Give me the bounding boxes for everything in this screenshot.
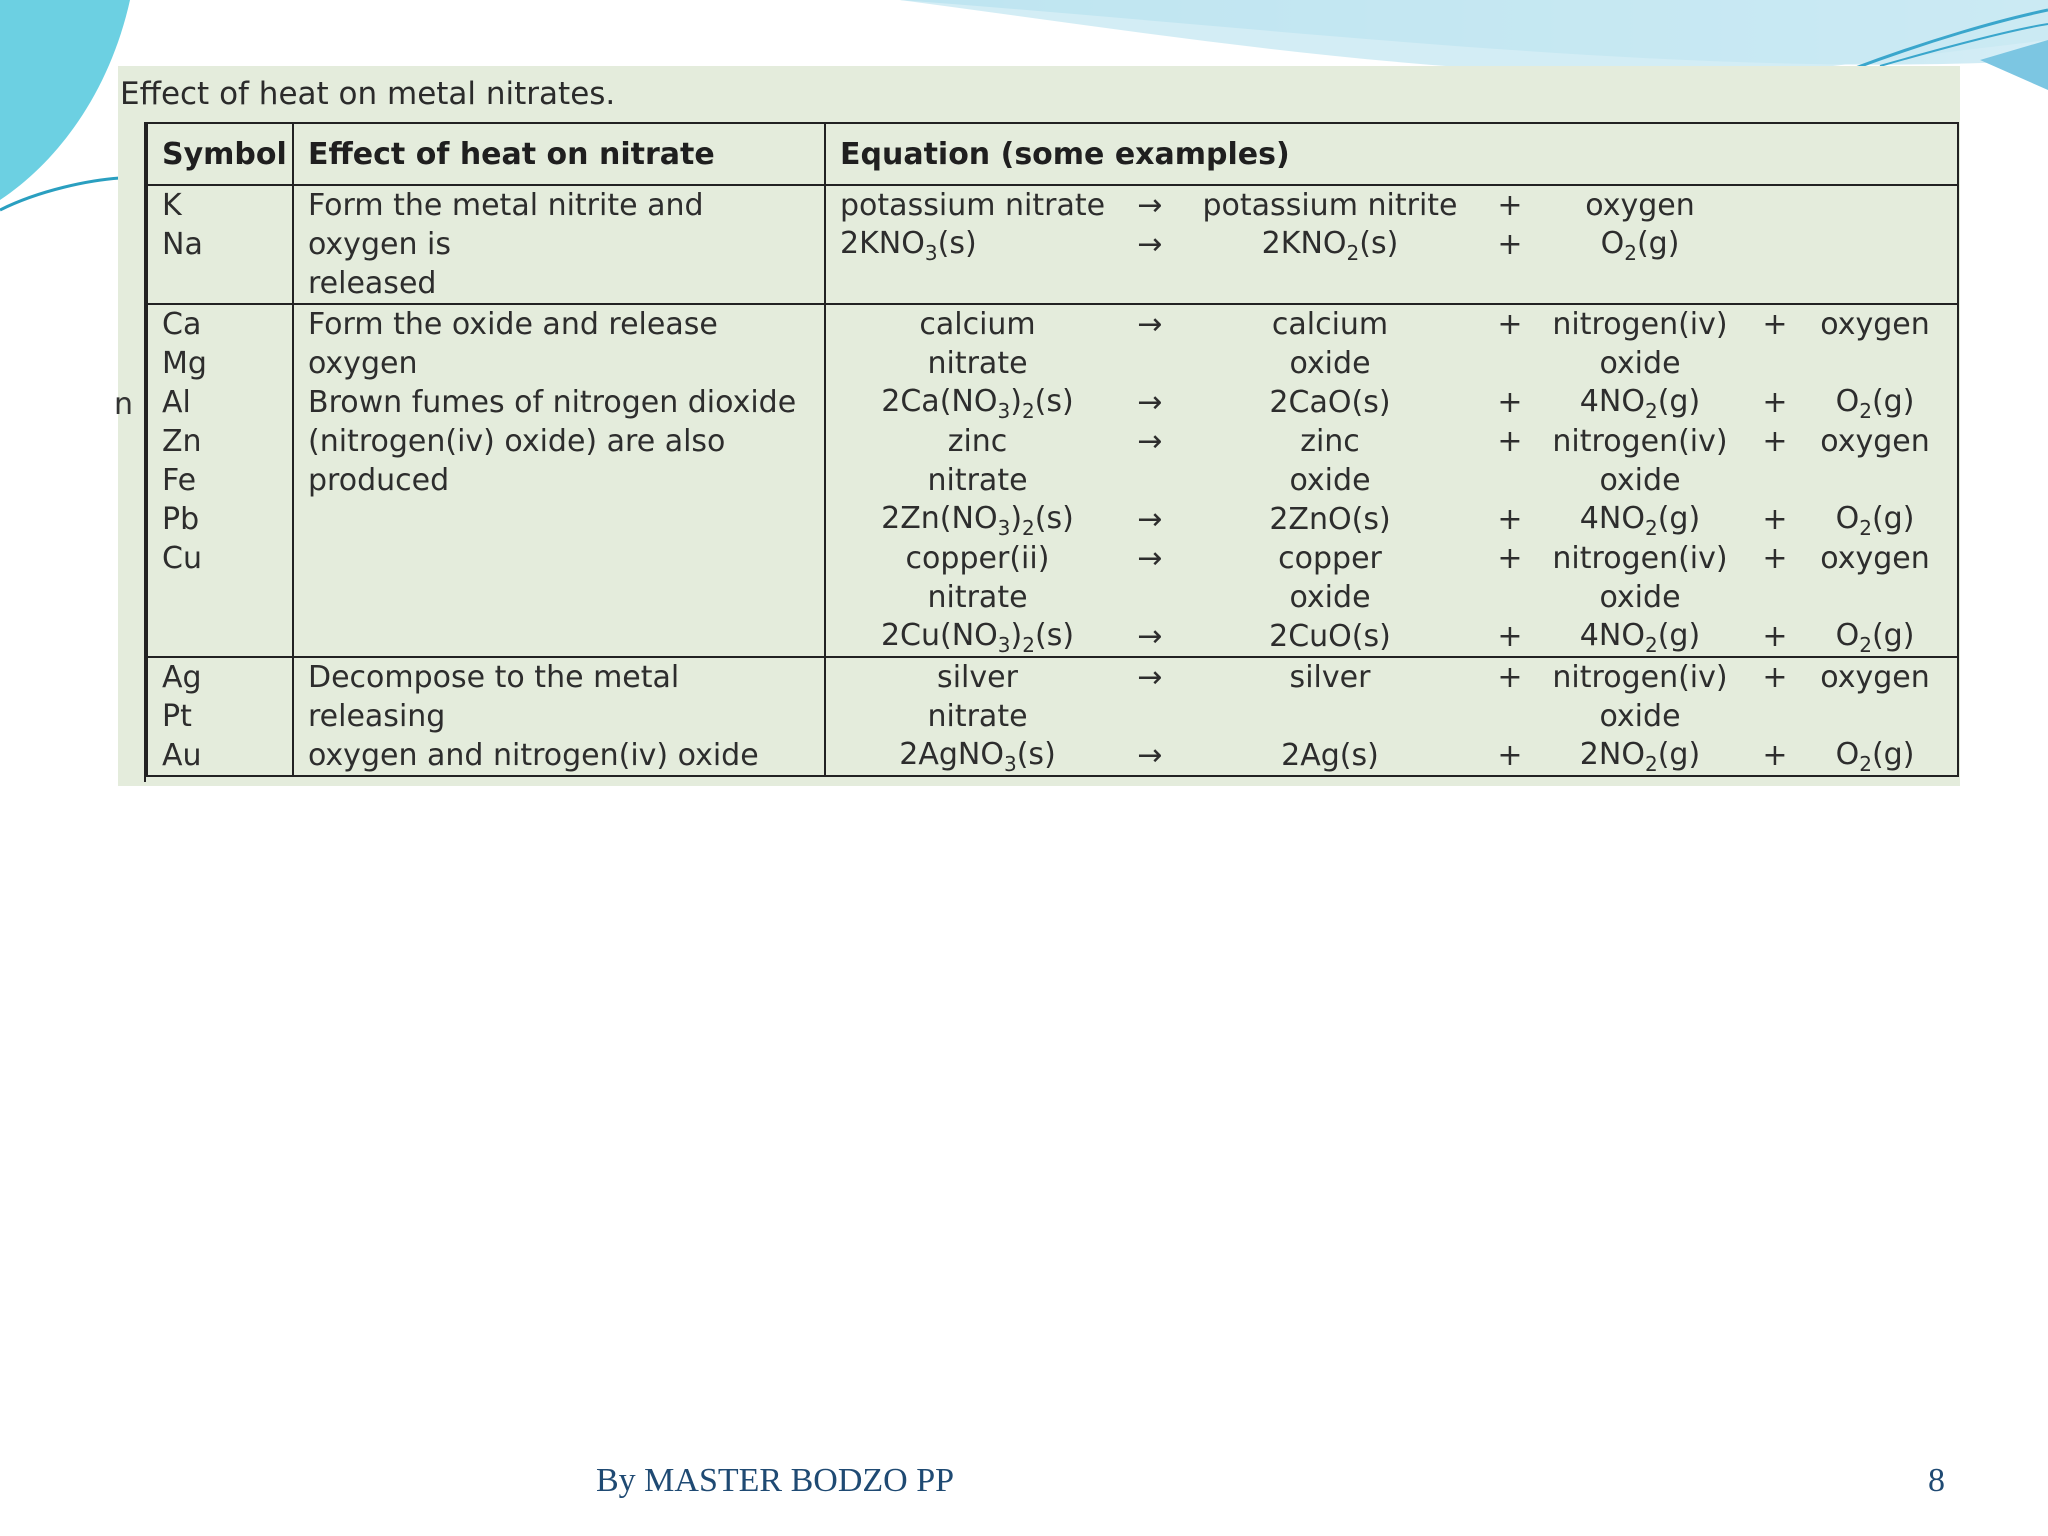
- plus-symbol: +: [1497, 385, 1523, 420]
- footer-author: By MASTER BODZO PP: [596, 1462, 955, 1499]
- arrow-symbol: →: [1137, 307, 1163, 342]
- equation-term: nitrate: [927, 463, 1028, 498]
- equation-term: nitrogen(iv): [1552, 541, 1728, 576]
- metal-symbol: K: [162, 188, 182, 223]
- equation-term: silver: [937, 660, 1018, 695]
- equation-grid: [840, 658, 1943, 775]
- effect-text: Form the metal nitrite and oxygen is: [308, 188, 704, 262]
- effect-text: Brown fumes of nitrogen dioxide: [308, 385, 797, 420]
- equation-term: oxide: [1289, 463, 1371, 498]
- equation-term: $2KNO_2(s)$: [1261, 225, 1399, 265]
- equation-term: oxygen: [1585, 188, 1695, 223]
- equation-term: $O_2(g)$: [1835, 617, 1915, 657]
- plus-symbol: +: [1497, 660, 1523, 695]
- equation-term: copper: [1278, 541, 1382, 576]
- table-row: [147, 185, 1958, 304]
- equation-term: $2Cu(NO_3)_2(s)$: [880, 617, 1075, 657]
- equation-term: nitrogen(iv): [1552, 307, 1728, 342]
- effect-cell: [293, 185, 825, 304]
- equation-term: $2KNO_3(s)$: [840, 225, 977, 265]
- equation-term: nitrogen(iv): [1552, 660, 1728, 695]
- plus-symbol: +: [1497, 424, 1523, 459]
- arrow-symbol: →: [1137, 227, 1163, 262]
- equation-term: oxygen: [1820, 541, 1930, 576]
- equation-term: 2Ag(s): [1281, 738, 1379, 773]
- plus-symbol: +: [1497, 738, 1523, 773]
- equation-term: zinc: [947, 424, 1008, 459]
- equation-term: oxide: [1599, 699, 1681, 734]
- equation-term: calcium: [1271, 307, 1389, 342]
- equation-grid: [840, 186, 1943, 264]
- symbol-cell: [147, 304, 293, 657]
- plus-symbol: +: [1762, 307, 1788, 342]
- plus-symbol: +: [1762, 738, 1788, 773]
- metal-symbol: Au: [162, 738, 202, 773]
- equation-term: oxygen: [1820, 307, 1930, 342]
- page-number: 8: [1928, 1462, 1945, 1499]
- equation-term: $O_2(g)$: [1835, 736, 1915, 776]
- arrow-symbol: →: [1137, 738, 1163, 773]
- equation-grid: [840, 305, 1943, 656]
- equation-term: potassium nitrate: [840, 188, 1106, 223]
- symbol-cell: [147, 185, 293, 304]
- header-effect: Effect of heat on nitrate: [293, 123, 825, 185]
- arrow-symbol: →: [1137, 385, 1163, 420]
- effect-text: oxygen and nitrogen(iv) oxide: [308, 738, 759, 773]
- arrow-symbol: →: [1137, 619, 1163, 654]
- equation-term: $O_2(g)$: [1835, 383, 1915, 423]
- equation-term: nitrogen(iv): [1552, 424, 1728, 459]
- equation-term: 2ZnO(s): [1269, 502, 1391, 537]
- metal-symbol: Pt: [162, 699, 192, 734]
- plus-symbol: +: [1497, 541, 1523, 576]
- plus-symbol: +: [1497, 619, 1523, 654]
- equation-term: oxide: [1599, 346, 1681, 381]
- equation-cell: [825, 657, 1958, 776]
- metal-symbol: Na: [162, 227, 203, 262]
- effect-text: Decompose to the metal releasing: [308, 660, 680, 734]
- equation-term: nitrate: [927, 346, 1028, 381]
- equation-term: nitrate: [927, 580, 1028, 615]
- equation-term: $O_2(g)$: [1600, 225, 1680, 265]
- metal-symbol: Pb: [162, 502, 200, 537]
- equation-cell: [825, 304, 1958, 657]
- metal-symbol: Ca: [162, 307, 202, 342]
- equation-term: $2NO_2(g)$: [1579, 736, 1701, 776]
- effect-text: Form the oxide and release oxygen: [308, 307, 718, 381]
- plus-symbol: +: [1762, 660, 1788, 695]
- plus-symbol: +: [1762, 424, 1788, 459]
- equation-term: oxygen: [1820, 660, 1930, 695]
- metal-symbol: Cu: [162, 541, 202, 576]
- metal-symbol: Zn: [162, 424, 202, 459]
- effect-text: released: [308, 266, 437, 301]
- equation-term: $4NO_2(g)$: [1579, 500, 1701, 540]
- plus-symbol: +: [1762, 502, 1788, 537]
- cropped-left-column: [114, 122, 146, 782]
- plus-symbol: +: [1497, 307, 1523, 342]
- metal-symbol: Mg: [162, 346, 207, 381]
- equation-term: copper(ii): [905, 541, 1050, 576]
- equation-term: oxide: [1289, 346, 1371, 381]
- equation-term: silver: [1289, 660, 1371, 695]
- equation-term: $4NO_2(g)$: [1579, 617, 1701, 657]
- equation-term: 2AgNO$_3$(s): [899, 736, 1056, 776]
- nitrates-table-panel: [114, 66, 1960, 786]
- equation-cell: [825, 185, 1958, 304]
- plus-symbol: +: [1497, 188, 1523, 223]
- equation-term: oxygen: [1820, 424, 1930, 459]
- effect-text: (nitrogen(iv) oxide) are also produced: [308, 424, 726, 498]
- arrow-symbol: →: [1137, 502, 1163, 537]
- plus-symbol: +: [1497, 227, 1523, 262]
- arrow-symbol: →: [1137, 424, 1163, 459]
- equation-term: $4NO_2(g)$: [1579, 383, 1701, 423]
- symbol-cell: [147, 657, 293, 776]
- table-row: [147, 657, 1958, 776]
- equation-term: 2CaO(s): [1269, 385, 1391, 420]
- effect-cell: [293, 304, 825, 657]
- arrow-symbol: →: [1137, 541, 1163, 576]
- metal-symbol: Fe: [162, 463, 197, 498]
- equation-term: $O_2(g)$: [1835, 500, 1915, 540]
- nitrates-table: [146, 122, 1959, 777]
- metal-symbol: Ag: [162, 660, 202, 695]
- equation-term: zinc: [1300, 424, 1360, 459]
- equation-term: oxide: [1289, 580, 1371, 615]
- metal-symbol: Al: [162, 385, 191, 420]
- cropped-left-fragment: n: [114, 387, 134, 422]
- arrow-symbol: →: [1137, 188, 1163, 223]
- equation-term: oxide: [1599, 463, 1681, 498]
- header-equation: Equation (some examples): [825, 123, 1958, 185]
- effect-cell: [293, 657, 825, 776]
- table-caption: Effect of heat on metal nitrates.: [120, 76, 616, 112]
- arrow-symbol: →: [1137, 660, 1163, 695]
- equation-term: nitrate: [927, 699, 1028, 734]
- plus-symbol: +: [1497, 502, 1523, 537]
- equation-term: calcium: [919, 307, 1036, 342]
- equation-term: $2Zn(NO_3)_2(s)$: [881, 500, 1074, 540]
- table-row: [147, 304, 1958, 657]
- table-header-row: [147, 123, 1958, 185]
- equation-term: potassium nitrite: [1202, 188, 1458, 223]
- plus-symbol: +: [1762, 385, 1788, 420]
- plus-symbol: +: [1762, 619, 1788, 654]
- header-symbol: Symbol: [147, 123, 293, 185]
- equation-term: $2Ca(NO_3)_2(s)$: [881, 383, 1074, 423]
- plus-symbol: +: [1762, 541, 1788, 576]
- equation-term: oxide: [1599, 580, 1681, 615]
- equation-term: 2CuO(s): [1269, 619, 1391, 654]
